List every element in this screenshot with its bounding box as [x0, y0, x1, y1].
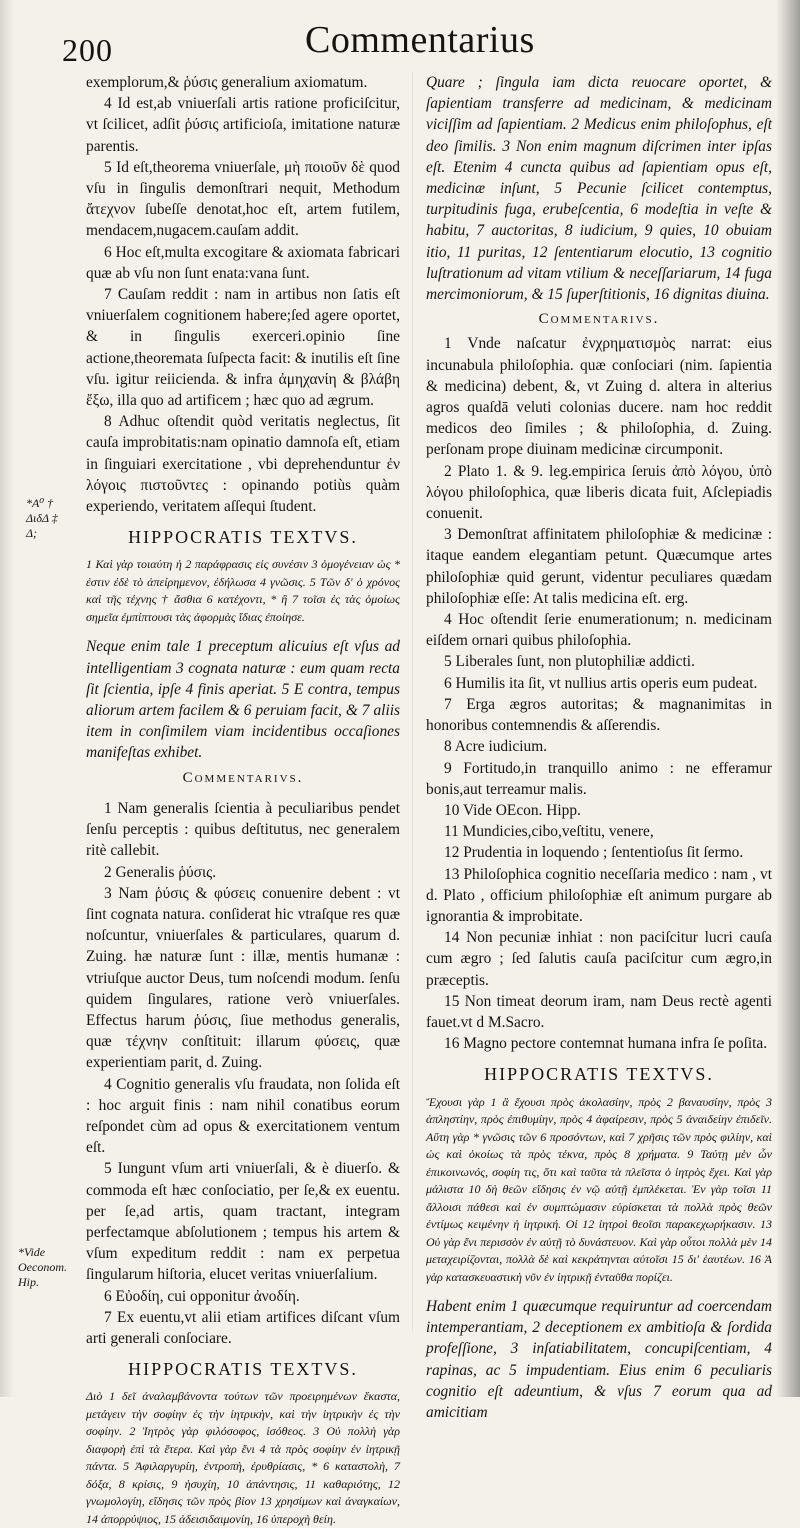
- commentary-paragraph: 2 Plato 1. & 9. leg.empirica ſeruis ἀπὸ λόγου, ὑπὸ λόγου philoſophica, quæ liberis dicata fuit, Aſclepiadis conuenit.: [426, 462, 772, 523]
- commentary-paragraph: 8 Acre iudicium.: [444, 738, 548, 756]
- latin-translation-block: Habent enim 1 quæcumque requiruntur ad coercendam intemperantiam, 2 deceptionem ex ambitioſa & ſordida profeſſione, 3 inſatiabilitatem, concupiſcentiam, 4 rapinas, ac 5 impudentiam. Eius enim 6 peculiaris cognitio eſt adeuntium, & vſus 7 eorum qua ad amicitiam: [426, 1298, 772, 1422]
- page-gutter-shadow: [0, 0, 14, 1397]
- commentary-paragraph: 14 Non pecuniæ inhiat : non paciſcitur lucri cauſa cum ægro ; ſed ſalutis cauſa paciſcitur cum ægro,in præceptis.: [426, 929, 772, 989]
- section-heading-hippocratis-textus: HIPPOCRATIS TEXTVS.: [128, 527, 358, 548]
- margin-note-symbols: *A⁰ † ΔιδΔ ‡ Δ;: [26, 496, 58, 540]
- commentary-paragraph: 10 Vide OEcon. Hipp.: [444, 801, 581, 819]
- commentary-paragraph: 4 Cognitio generalis vſu fraudata, non ſolida eſt : hoc arguit finis : nam nihil conatibus eorum reſpondet cùm ad opus & exercitationem ventum eſt.: [86, 1075, 400, 1157]
- section-heading-hippocratis-textus: HIPPOCRATIS TEXTVS.: [128, 1359, 358, 1380]
- section-heading-commentarius: Commentarivs.: [538, 311, 660, 328]
- latin-translation-block: Quare ; ſingula iam dicta reuocare oportet, & ſapientiam transferre ad medicinam, & medicinam viciſſim ad ſapientiam. 2 Medicus enim philoſophus, eſt deo ſimilis. 3 Non enim magnum diſcrimen inter ipſas eſt. Etenim 4 cuncta quibus ad ſapientiam opus eſt, medicinæ inſunt, 5 Pecunie ſcilicet contemptus, turpitudinis fuga, erubeſcentia, 6 modeſtia in veſte & habitu, 7 auctoritas, 8 iudicium, 9 quies, 10 obuiam itio, 11 puritas, 12 ſententiarum elocutio, 13 cognitio luſtrationum ad vitam vtilium & neceſſariarum, 14 fuga mercimoniorum, & 15 ſuperſtitionis, 16 dignitas diuina.: [426, 74, 772, 304]
- margin-note-oeconomia: *Vide Oeconom. Hip.: [18, 1245, 67, 1289]
- commentary-paragraph: 8 Adhuc oſtendit quòd veritatis neglectus, ſit cauſa improbitatis:nam opinatio damnoſa eſt, etiam in ſinguiari exercitatione , vbi deprehenduntur ἐν λόγοις πιστοῦντες : opinando potiùs quàm experiendo, veritatem aſſequi ſtudent.: [86, 413, 400, 516]
- commentary-paragraph: 4 Hoc oſtendit ſerie enumerationum; n. medicinam eiſdem ornari quibus philoſophia.: [426, 611, 772, 650]
- greek-text-block: Ἔχουσι γὰρ 1 ἃ ἔχουσι πρὸς ἀκολασίην, πρὸς 2 βαναυσίην, πρὸς 3 ἀπληστίην, πρὸς ἐπιθυμίην, πρὸς 4 ἀφαίρεσιν, πρὸς 5 ἀναιδείην ἐπιδεῖν. Αὕτη γὰρ * γνῶσις τῶν 6 προσόντων, καὶ 7 χρῆσις τῶν πρὸς φιλίην, καὶ ὡς καὶ ὁκοίως τὰ πρὸς τέκνα, πρὸς 8 χρήματα. 9 Ταύτῃ μὲν ὧν ἐπικοινωνός, σοφίη τις, ὅτι καὶ ταῦτα τὰ πλεῖστα ὁ ἰητρὸς ἔχει. Καὶ γὰρ μάλιστα 10 δὴ θεῶν εἴδησις ἐν νῷ αὐτῇ ἐμπλέκεται. Ἐν γὰρ τοῖσι 11 ἄλλοισι πάθεσι καὶ ἐν συμπτώμασιν εὑρίσκεται τὰ πολλὰ πρὸς θεῶν ἐντίμως κειμένην ἡ ἰητρική. Οἱ 12 ἰητροὶ θεοῖσι παρακεχωρήκασιν. 13 Οὐ γὰρ ἔνι περισσὸν ἐν αὐτῇ τὸ δυνάστευον. Καὶ γὰρ οὗτοι πολλὰ μὲν 14 μεταχειρίζονται, πολλὰ δὲ καὶ κεκράτηνται αὐτοῖσι 15 δι' ἑαυτέων. 16 Ἀ γὰρ κατασκευαστικὴ νῦν ἐν ἰητρικῇ ἐνταῦθα πορίζει.: [426, 1094, 772, 1284]
- commentary-paragraph: 5 Liberales ſunt, non plutophiliæ addicti.: [444, 653, 695, 671]
- greek-text-block: Διὸ 1 δεῖ ἀναλαμβάνοντα τούτων τῶν προειρημένων ἕκαστα, μετάγειν τὴν σοφίην ἐς τὴν ἰητρικὴν, καὶ τὴν ἰητρικὴν ἐς τὴν σοφίην. 2 Ἰητρὸς γὰρ φιλόσοφος, ἰσόθεος. 3 Οὐ πολλὴ γὰρ διαφορὴ ἐπὶ τὰ ἕτερα. Καὶ γὰρ ἔνι 4 τὰ πρὸς σοφίην ἐν ἰητρικῇ πάντα. 5 Ἀφιλαργυρίη, ἐντροπὴ, ἐρυθρίασις, * 6 καταστολὴ, 7 δόξα, 8 κρίσις, 9 ἡσυχίη, 10 ἀπάντησις, 11 καθαριότης, 12 γνωμολογίη, εἴδησις τῶν πρὸς βίον 13 χρησίμων καὶ ἀναγκαίων, 14 ἀπορρύψιος, 15 ἀδεισιδαιμονίη, 16 ὑπεροχὴ θείη.: [86, 1389, 400, 1526]
- column-divider: [412, 72, 413, 1332]
- commentary-paragraph: 2 Generalis ῥύσις.: [104, 863, 217, 881]
- commentary-paragraph: 7 Ex euentu,vt alii etiam artifices diſcant vſum arti generali conſociare.: [86, 1308, 400, 1347]
- commentary-paragraph: 5 Iungunt vſum arti vniuerſali, & è diuerſo. & commoda eſt hæc conſociatio, per ſe,& ex euentu. per ſe,ad artis, quam tractant, integram perfectamque abſolutionem ; tempus his artem & vſum expeditum reddit : nam ex perpetua ſingularum hiſtoria, elucet veritas vniuerſalium.: [86, 1160, 400, 1284]
- running-head: Commentarius: [305, 19, 535, 61]
- commentary-paragraph: 1 Nam generalis ſcientia à peculiaribus pendet ſenſu perceptis : quibus deſtitutus, nec generalem ritè callebit.: [86, 799, 400, 860]
- commentary-paragraph: 6 Hoc eſt,multa excogitare & axiomata fabricari quæ ab vſu non ſunt enata:vana ſunt.: [86, 243, 400, 282]
- commentary-paragraph: 9 Fortitudo,in tranquillo animo : ne efferamur bonis,aut terreamur malis.: [426, 759, 772, 798]
- spacer: [426, 1286, 772, 1296]
- commentary-paragraph: 4 Id est,ab vniuerſali artis ratione proficiſcitur, vt ſcilicet, adſit ῥύσις artificioſa, imitatione naturæ parentis.: [86, 95, 400, 155]
- commentary-paragraph: 1 Vnde naſcatur ἐνχρηματισμὸς narrat: eius incunabula philoſophia. quæ conſociari (nim. ſapientia & medicina) debent, &, vt Zuing d. altera in alterius agros quaſdā veluti colonias ducere. nam hoc reddit medicos deo ſimiles ; & philoſophia, d. Zuing. perſonam prope diuinam medicinæ circumponit.: [426, 335, 772, 459]
- commentary-paragraph: 5 Id eſt,theorema vniuerſale, μὴ ποιοῦν δὲ quod vſu in ſingulis demonſtrari nequit, Methodum ἄτεχνον ſubeſſe denotat,hoc eſt, artem futilem, mendacem,nugacem.cauſam addit.: [86, 158, 400, 240]
- commentary-paragraph: 7 Erga ægros autoritas; & magnanimitas in honoribus contemnendis & aſſerendis.: [426, 695, 772, 735]
- commentary-paragraph: 15 Non timeat deorum iram, nam Deus rectè agenti fauet.vt d M.Sacro.: [426, 992, 772, 1031]
- spacer: [86, 626, 400, 636]
- left-column: [86, 72, 400, 1528]
- page-number: 200: [62, 32, 113, 68]
- page-edge-shadow: [776, 0, 800, 1397]
- commentary-paragraph: 6 Εὐοδίη, cui opponitur ἀνοδίη.: [104, 1287, 300, 1305]
- section-heading-commentarius: Commentarivs.: [182, 769, 304, 786]
- commentary-paragraph: 12 Prudentia in loquendo ; ſententioſus ſit ſermo.: [444, 844, 744, 862]
- latin-translation-block: Neque enim tale 1 preceptum alicuius eſt vſus ad intelligentiam 3 cognata naturæ : eum quam recta ſit ſcientia, ipſe 4 finis aperiat. 5 E contra, tempus aliorum artem facilem & 6 peruiam facit, & 7 aliis item in conſimilem viam incidentibus occaſiones manifeſtas exhibet.: [86, 638, 400, 762]
- section-heading-hippocratis-textus: HIPPOCRATIS TEXTVS.: [484, 1064, 714, 1085]
- commentary-paragraph: 7 Cauſam reddit : nam in artibus non ſatis eſt vniuerſalem cognitionem habere;ſed agere oportet, & in ſingulis exerceri.opinio ſine actione,theoremata ſuſpecta facit: & inutilis eſt ſine vſu. igitur reiicienda. & infra ἀμηχανίη & βλάβη ἔξω, illa quo ad artificem ; hæc quo ad ægrum.: [86, 286, 400, 410]
- right-column: [426, 72, 772, 1423]
- greek-text-block: 1 Καὶ γὰρ τοιαύτη ἡ 2 παράφρασις εἰς συνέσιν 3 ὁμογένειαν ὡς * ἐστιν ἐδὲ τὸ ἀπείρημενον, ἐδήλωσα 4 γνῶσις. 5 Τῶν δ' ὁ χρόνος καὶ τῆς τέχνης † ἄσθια 6 κατέχοντι, * ἢ 7 τοῖσι ἐς τὰς ὁμοίως σημεῖα ἐμπίπτουσι τὰς ἀφορμὰς ἴδιας ἐποίησε.: [86, 557, 400, 624]
- commentary-paragraph: 3 Nam ῥύσις & φύσεις conuenire debent : vt ſint cognata natura. conſiderat hic vtraſque res quæ noſcuntur, vniuerſales & particulares, quarum d. Zuing. hæ naturæ ſunt : illæ, mentis humanæ : vtriuſque auctor Deus, tum noſcendi modum. ſenſu quidem ſingulares, ratione verò vniuerſales. Effectus harum ῥύσις, ſiue methodus generalis, quæ τέχνην conſtituit: illarum φύσεις, quæ experientiam parit, d. Zuing.: [86, 884, 400, 1072]
- commentary-paragraph: 6 Humilis ita ſit, vt nullius artis operis eum pudeat.: [444, 674, 758, 692]
- commentary-paragraph: 11 Mundicies,cibo,veſtitu, venere,: [444, 823, 654, 841]
- commentary-paragraph: 3 Demonſtrat affinitatem philoſophiæ & medicinæ : itaque eandem elegantiam petunt. Quæcumque artes philoſophiæ quid gerunt, videntur peculiares quædam philoſophiæ eſſe: At talis medicina eſt. erg.: [426, 526, 772, 607]
- commentary-paragraph: 13 Philoſophica cognitio neceſſaria medico : nam , vt d. Plato , officium philoſophiæ eſt animum purgare ab ignorantia & improbitate.: [426, 865, 772, 925]
- commentary-paragraph: exemplorum,& ῥύσις generalium axiomatum.: [86, 74, 368, 91]
- commentary-paragraph: 16 Magno pectore contemnat humana infra ſe poſita.: [444, 1035, 768, 1053]
